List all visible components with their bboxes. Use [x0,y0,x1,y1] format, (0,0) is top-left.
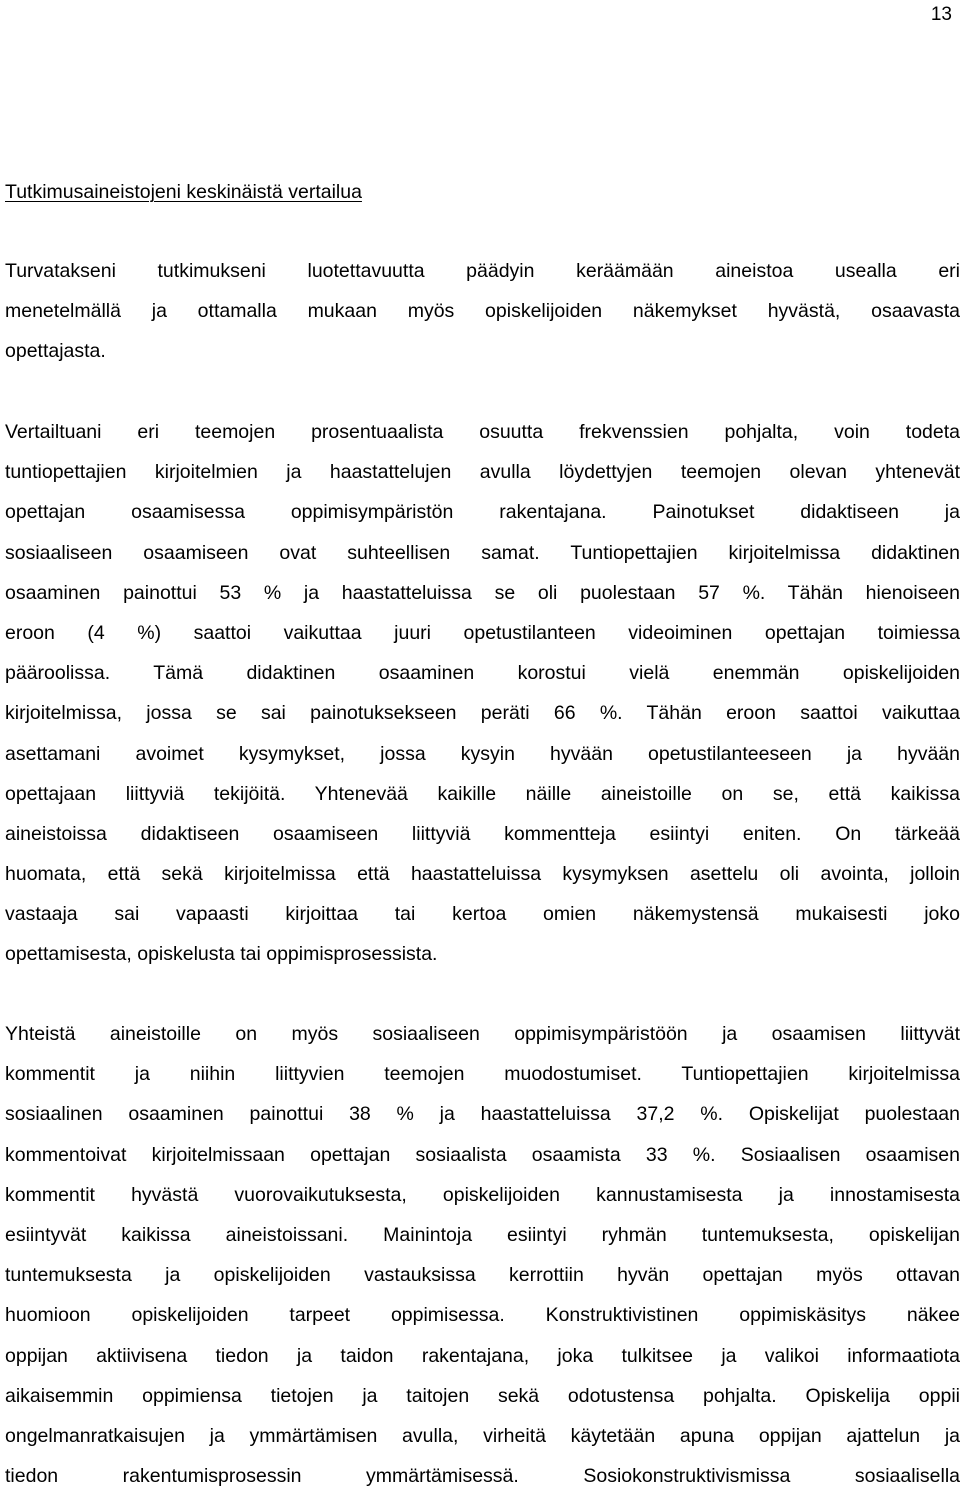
text-line: tuntiopettajien kirjoitelmien ja haastattelujen avulla löydettyjen teemojen olevan yhtenevät [5,461,960,484]
text-line: menetelmällä ja ottamalla mukaan myös opiskelijoiden näkemykset hyvästä, osaavasta [5,300,960,323]
text-line: asettamani avoimet kysymykset, jossa kysyin hyvään opetustilanteeseen ja hyvään [5,742,960,765]
text-line: Turvatakseni tutkimukseni luotettavuutta päädyin keräämään aineistoa usealla eri [5,260,960,282]
text-line: opettajan osaamisessa oppimisympäristön rakentajana. Painotukset didaktiseen ja [5,501,960,524]
paragraph-2 [5,412,960,975]
text-line: oppijan aktiivisena tiedon ja taidon rakentajana, joka tulkitsee ja valikoi informaatiota [5,1344,960,1367]
text-line: Yhteistä aineistoille on myös sosiaaliseen oppimisympäristöön ja osaamisen liittyvät [5,1023,960,1045]
text-line: tiedon rakentumisprosessin ymmärtämisessä. Sosiokonstruktivismissa sosiaalisella [5,1465,960,1488]
text-line: sosiaaliseen osaamiseen ovat suhteellisen samat. Tuntiopettajien kirjoitelmissa didaktinen [5,541,960,564]
text-line: opettajaan liittyviä tekijöitä. Yhtenevää kaikille näille aineistoille on se, että kaikissa [5,782,960,805]
text-line: pääroolissa. Tämä didaktinen osaaminen korostui vielä enemmän opiskelijoiden [5,662,960,685]
text-line: kommentit hyvästä vuorovaikutuksesta, opiskelijoiden kannustamisesta ja innostamisesta [5,1183,960,1206]
text-line: osaaminen painottui 53 % ja haastatteluissa se oli puolestaan 57 %. Tähän hienoiseen [5,581,960,604]
text-line: huomata, että sekä kirjoitelmissa että haastatteluissa kysymyksen asettelu oli avointa, jolloin [5,863,960,886]
paragraph-3 [5,1014,960,1496]
text-line: aikaisemmin oppimiensa tietojen ja taitojen sekä odotustensa pohjalta. Opiskelija oppii [5,1384,960,1407]
text-line: kirjoitelmissa, jossa se sai painotuksekseen peräti 66 %. Tähän eroon saattoi vaikuttaa [5,702,960,725]
text-line: eroon (4 %) saattoi vaikuttaa juuri opetustilanteen videoiminen opettajan toimiessa [5,621,960,644]
text-line: vastaaja sai vapaasti kirjoittaa tai kertoa omien näkemystensä mukaisesti joko [5,903,960,926]
text-line: kommentoivat kirjoitelmissaan opettajan sosiaalista osaamista 33 %. Sosiaalisen osaamisen [5,1143,960,1166]
text-line: opettajasta. [5,340,106,363]
text-line: esiintyvät kaikissa aineistoissani. Mainintoja esiintyi ryhmän tuntemuksesta, opiskelijan [5,1223,960,1246]
section-heading: Tutkimusaineistojeni keskinäistä vertailua [5,181,362,203]
text-line: Vertailtuani eri teemojen prosentuaalista osuutta frekvenssien pohjalta, voin todeta [5,421,960,443]
text-line: sosiaalinen osaaminen painottui 38 % ja haastatteluissa 37,2 %. Opiskelijat puolestaan [5,1103,960,1126]
text-line: tuntemuksesta ja opiskelijoiden vastauksissa kerrottiin hyvän opettajan myös ottavan [5,1264,960,1287]
text-line: opettamisesta, opiskelusta tai oppimisprosessista. [5,943,438,966]
text-line: kommentit ja niihin liittyvien teemojen muodostumiset. Tuntiopettajien kirjoitelmissa [5,1063,960,1086]
paragraph-1 [5,251,960,372]
text-line: huomioon opiskelijoiden tarpeet oppimisessa. Konstruktivistinen oppimiskäsitys näkee [5,1304,960,1327]
page-number: 13 [930,4,952,25]
text-line: ongelmanratkaisujen ja ymmärtämisen avulla, virheitä käytetään apuna oppijan ajattelun ja [5,1424,960,1447]
text-line: aineistoissa didaktiseen osaamiseen liittyviä kommentteja esiintyi eniten. On tärkeää [5,822,960,845]
